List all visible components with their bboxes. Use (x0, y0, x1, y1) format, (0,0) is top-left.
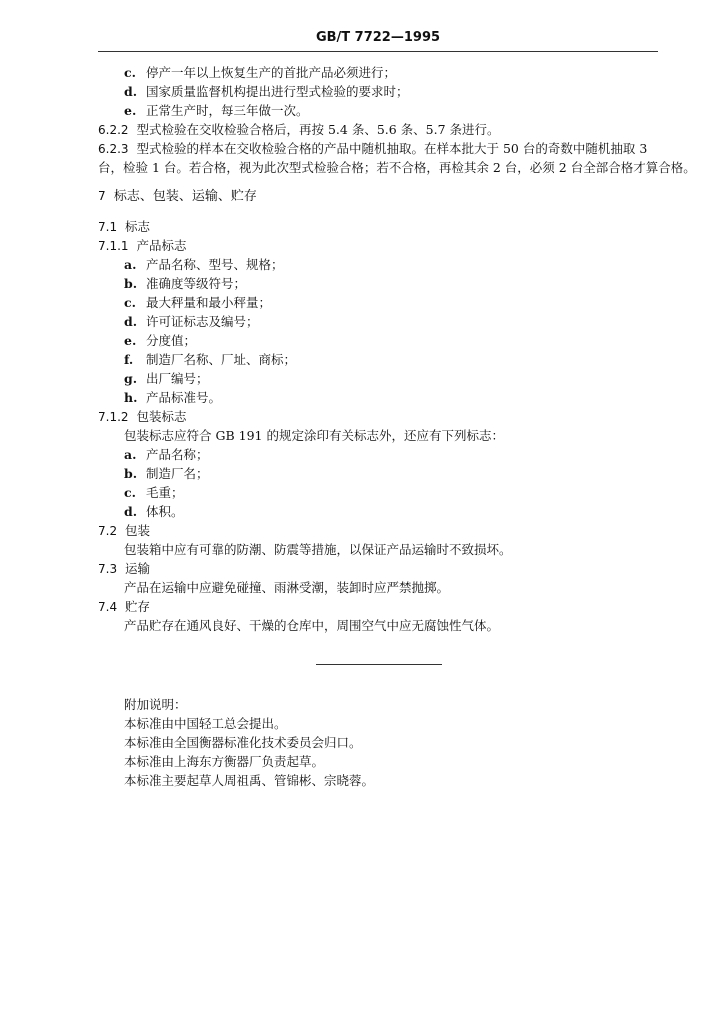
item-text: 制造厂名称、厂址、商标； (146, 352, 297, 367)
clause-6-2-3 (98, 141, 647, 157)
section-number: 7.4 (98, 600, 118, 614)
list-item (124, 466, 209, 482)
list-item (124, 295, 271, 311)
section-title: 标志 (125, 219, 151, 234)
item-text: 产品标准号。 (146, 390, 222, 405)
paragraph: 包装标志应符合 GB 191 的规定涂印有关标志外，还应有下列标志： (124, 428, 504, 443)
section-number: 7 (98, 189, 106, 203)
item-text: 准确度等级符号； (146, 276, 247, 291)
header-rule (98, 51, 658, 52)
item-text: 制造厂名； (146, 466, 209, 481)
section-title: 产品标志 (136, 238, 187, 253)
item-marker: f. (124, 352, 134, 367)
section-7-1-heading (98, 219, 150, 235)
item-text: 正常生产时，每三年做一次。 (146, 103, 309, 118)
section-title: 包装 (125, 523, 151, 538)
paragraph: 包装箱中应有可靠的防潮、防震等措施，以保证产品运输时不致损坏。 (124, 542, 512, 557)
list-item (124, 65, 396, 81)
list-item (124, 371, 209, 387)
section-7-1-2-heading (98, 409, 187, 425)
list-item (124, 257, 284, 273)
item-marker: d. (124, 84, 138, 99)
list-item (124, 84, 409, 100)
item-marker: a. (124, 447, 137, 462)
item-text: 国家质量监督机构提出进行型式检验的要求时； (146, 84, 409, 99)
item-marker: b. (124, 276, 138, 291)
item-marker: e. (124, 103, 137, 118)
notes-line: 本标准由全国衡器标准化技术委员会归口。 (124, 735, 362, 750)
item-marker: h. (124, 390, 138, 405)
page-header: GB/T 7722—1995 (315, 30, 441, 45)
item-marker: c. (124, 485, 136, 500)
section-title: 包装标志 (136, 409, 187, 424)
item-marker: d. (124, 314, 138, 329)
item-text: 体积。 (146, 504, 184, 519)
item-text: 产品名称； (146, 447, 209, 462)
list-item (124, 103, 309, 119)
item-marker: a. (124, 257, 137, 272)
section-7-2-heading (98, 523, 150, 539)
clause-text: 型式检验在交收检验合格后，再按 5.4 条、5.6 条、5.7 条进行。 (136, 122, 500, 137)
list-item (124, 314, 259, 330)
section-number: 7.1.1 (98, 239, 129, 253)
notes-line: 本标准主要起草人周祖禹、管锦彬、宗晓蓉。 (124, 773, 375, 788)
section-number: 7.1 (98, 220, 118, 234)
item-marker: c. (124, 65, 136, 80)
list-item (124, 390, 221, 406)
list-item (124, 504, 184, 520)
section-7-4-heading (98, 599, 150, 615)
item-text: 停产一年以上恢复生产的首批产品必须进行； (146, 65, 397, 80)
clause-number: 6.2.2 (98, 123, 129, 137)
item-text: 毛重； (146, 485, 184, 500)
section-title: 贮存 (125, 599, 151, 614)
item-marker: g. (124, 371, 138, 386)
list-item (124, 352, 296, 368)
clause-6-2-3-cont: 台，检验 1 台。若合格，视为此次型式检验合格；若不合格，再检其余 2 台，必须 2 台全部合格才算合格。 (98, 160, 696, 175)
section-7-heading (98, 188, 257, 205)
list-item (124, 447, 209, 463)
list-item (124, 276, 246, 292)
section-title: 运输 (125, 561, 151, 576)
clause-text: 型式检验的样本在交收检验合格的产品中随机抽取。在样本批大于 50 台的奇数中随机抽取 3 (136, 141, 648, 156)
section-number: 7.1.2 (98, 410, 129, 424)
section-7-3-heading (98, 561, 150, 577)
section-number: 7.2 (98, 524, 118, 538)
paragraph: 产品贮存在通风良好、干燥的仓库中，周围空气中应无腐蚀性气体。 (124, 618, 500, 633)
item-marker: e. (124, 333, 137, 348)
notes-heading: 附加说明： (124, 697, 187, 712)
item-marker: d. (124, 504, 138, 519)
notes-line: 本标准由中国轻工总会提出。 (124, 716, 287, 731)
end-rule (316, 664, 442, 665)
section-number: 7.3 (98, 562, 118, 576)
item-text: 分度值； (146, 333, 197, 348)
list-item (124, 333, 196, 349)
section-7-1-1-heading (98, 238, 187, 254)
item-text: 许可证标志及编号； (146, 314, 259, 329)
item-marker: c. (124, 295, 136, 310)
item-text: 最大秤量和最小秤量； (146, 295, 272, 310)
list-item (124, 485, 184, 501)
section-title: 标志、包装、运输、贮存 (113, 189, 257, 204)
clause-number: 6.2.3 (98, 142, 129, 156)
item-text: 产品名称、型号、规格； (146, 257, 284, 272)
item-text: 出厂编号； (146, 371, 209, 386)
paragraph: 产品在运输中应避免碰撞、雨淋受潮，装卸时应严禁抛掷。 (124, 580, 450, 595)
notes-line: 本标准由上海东方衡器厂负责起草。 (124, 754, 325, 769)
item-marker: b. (124, 466, 138, 481)
clause-6-2-2 (98, 122, 500, 138)
